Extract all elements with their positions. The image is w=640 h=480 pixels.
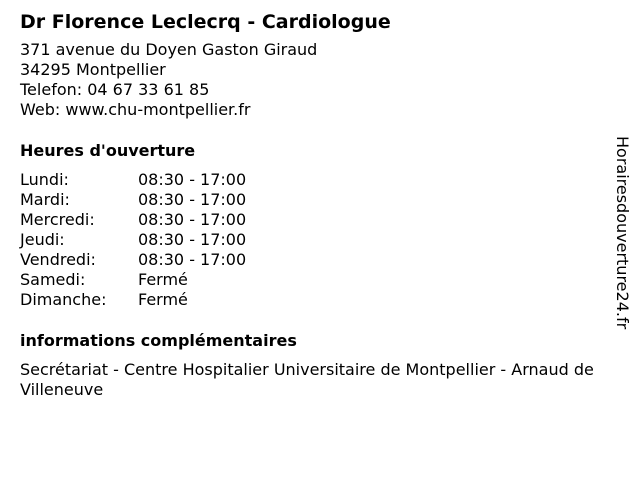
additional-info-heading: informations complémentaires: [20, 331, 297, 350]
phone-number: Telefon: 04 67 33 61 85: [20, 80, 210, 99]
opening-hours-heading: Heures d'ouverture: [20, 141, 196, 160]
watermark-text: Horairesdouverture24.fr: [613, 136, 632, 330]
hours-row: [20, 250, 620, 270]
hours-time: 08:30 - 17:00: [138, 210, 247, 229]
website-link[interactable]: Web: www.chu-montpellier.fr: [20, 100, 251, 119]
business-card: [20, 8, 620, 400]
watermark: [612, 136, 632, 346]
hours-row: [20, 190, 620, 210]
hours-time: 08:30 - 17:00: [138, 230, 247, 249]
hours-row: [20, 270, 620, 290]
address-city: 34295 Montpellier: [20, 60, 166, 79]
hours-time: Fermé: [138, 270, 188, 289]
hours-row: [20, 210, 620, 230]
additional-info-text: Secrétariat - Centre Hospitalier Universitaire de Montpellier - Arnaud de Villeneuve: [20, 360, 594, 399]
hours-day: Mardi:: [20, 190, 70, 209]
hours-time: 08:30 - 17:00: [138, 170, 247, 189]
hours-time: 08:30 - 17:00: [138, 250, 247, 269]
page-title: Dr Florence Leclecrq - Cardiologue: [20, 11, 391, 33]
hours-day: Samedi:: [20, 270, 86, 289]
hours-day: Dimanche:: [20, 290, 107, 309]
hours-time: 08:30 - 17:00: [138, 190, 247, 209]
hours-row: [20, 230, 620, 250]
hours-day: Jeudi:: [20, 230, 65, 249]
hours-day: Mercredi:: [20, 210, 95, 229]
hours-day: Vendredi:: [20, 250, 96, 269]
hours-row: [20, 290, 620, 310]
hours-row: [20, 170, 620, 190]
hours-day: Lundi:: [20, 170, 69, 189]
address-street: 371 avenue du Doyen Gaston Giraud: [20, 40, 318, 59]
hours-time: Fermé: [138, 290, 188, 309]
opening-hours-table: [20, 170, 620, 310]
contact-block: [20, 40, 620, 120]
